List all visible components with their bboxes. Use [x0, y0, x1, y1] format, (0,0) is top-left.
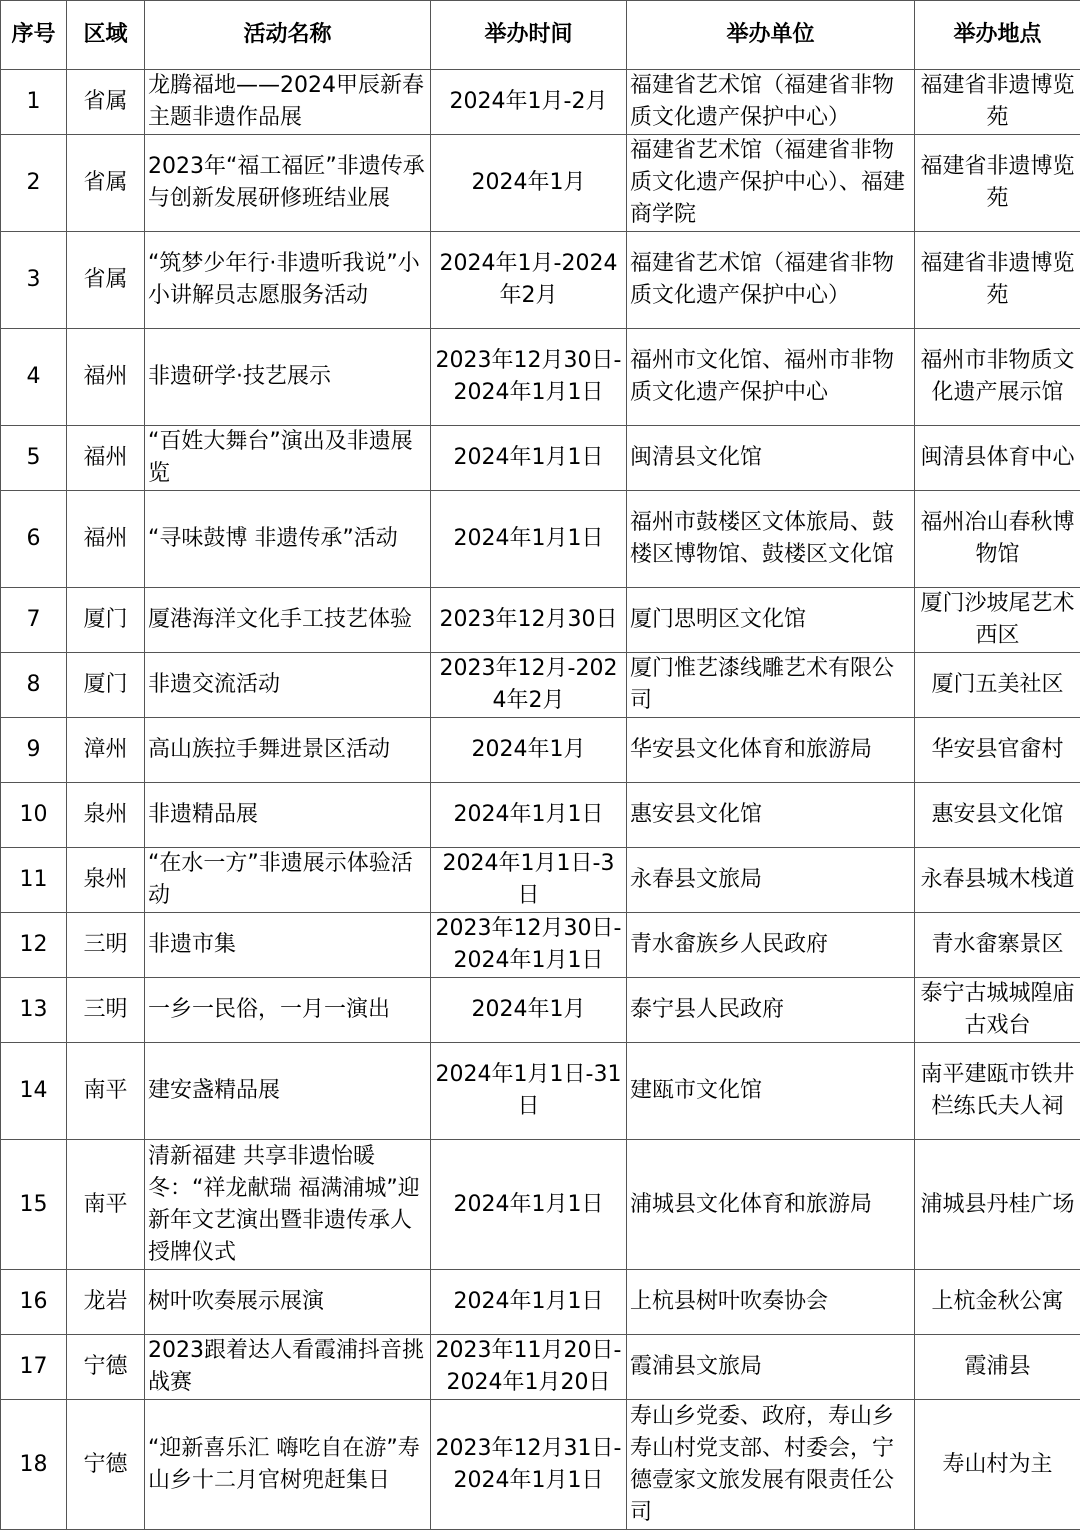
cell-place: 惠安县文化馆 [915, 783, 1080, 848]
cell-name: “在水一方”非遗展示体验活动 [145, 848, 431, 913]
cell-no: 13 [1, 978, 67, 1043]
cell-place: 福州冶山春秋博物馆 [915, 491, 1080, 588]
cell-org: 惠安县文化馆 [627, 783, 915, 848]
cell-name: 清新福建 共享非遗怡暖冬：“祥龙献瑞 福满浦城”迎新年文艺演出暨非遗传承人授牌仪式 [145, 1140, 431, 1270]
cell-region: 漳州 [67, 718, 145, 783]
cell-org: 上杭县树叶吹奏协会 [627, 1270, 915, 1335]
cell-org: 浦城县文化体育和旅游局 [627, 1140, 915, 1270]
cell-org: 福建省艺术馆（福建省非物质文化遗产保护中心） [627, 70, 915, 135]
cell-place: 寿山村为主 [915, 1400, 1080, 1530]
cell-name: 非遗精品展 [145, 783, 431, 848]
cell-org: 厦门惟艺漆线雕艺术有限公司 [627, 653, 915, 718]
table-row [1, 70, 1080, 135]
cell-no: 4 [1, 329, 67, 426]
cell-place: 上杭金秋公寓 [915, 1270, 1080, 1335]
cell-time: 2024年1月1日 [431, 1270, 627, 1335]
header-row [1, 1, 1080, 70]
cell-region: 厦门 [67, 588, 145, 653]
cell-no: 12 [1, 913, 67, 978]
cell-no: 1 [1, 70, 67, 135]
cell-no: 2 [1, 135, 67, 232]
cell-time: 2024年1月1日 [431, 491, 627, 588]
table-row [1, 653, 1080, 718]
cell-org: 闽清县文化馆 [627, 426, 915, 491]
header-place: 举办地点 [915, 1, 1080, 70]
table-row [1, 426, 1080, 491]
cell-org: 霞浦县文旅局 [627, 1335, 915, 1400]
cell-region: 福州 [67, 491, 145, 588]
cell-region: 泉州 [67, 783, 145, 848]
cell-region: 泉州 [67, 848, 145, 913]
table-row [1, 1270, 1080, 1335]
cell-region: 南平 [67, 1140, 145, 1270]
cell-no: 6 [1, 491, 67, 588]
cell-time: 2023年12月30日-2024年1月1日 [431, 913, 627, 978]
cell-org: 永春县文旅局 [627, 848, 915, 913]
cell-org: 泰宁县人民政府 [627, 978, 915, 1043]
cell-no: 15 [1, 1140, 67, 1270]
table-row [1, 232, 1080, 329]
cell-time: 2023年12月-2024年2月 [431, 653, 627, 718]
cell-org: 福州市文化馆、福州市非物质文化遗产保护中心 [627, 329, 915, 426]
cell-place: 福建省非遗博览苑 [915, 70, 1080, 135]
cell-place: 泰宁古城城隍庙古戏台 [915, 978, 1080, 1043]
cell-no: 8 [1, 653, 67, 718]
cell-time: 2024年1月 [431, 978, 627, 1043]
cell-time: 2024年1月1日 [431, 1140, 627, 1270]
cell-name: 2023跟着达人看霞浦抖音挑战赛 [145, 1335, 431, 1400]
table-row [1, 1043, 1080, 1140]
header-region: 区域 [67, 1, 145, 70]
cell-name: 高山族拉手舞进景区活动 [145, 718, 431, 783]
cell-time: 2023年12月30日 [431, 588, 627, 653]
header-org: 举办单位 [627, 1, 915, 70]
cell-place: 永春县城木栈道 [915, 848, 1080, 913]
table-row [1, 1140, 1080, 1270]
cell-time: 2024年1月 [431, 135, 627, 232]
cell-name: 树叶吹奏展示展演 [145, 1270, 431, 1335]
cell-region: 三明 [67, 978, 145, 1043]
cell-place: 华安县官畲村 [915, 718, 1080, 783]
cell-place: 霞浦县 [915, 1335, 1080, 1400]
cell-time: 2023年12月30日-2024年1月1日 [431, 329, 627, 426]
table-row [1, 978, 1080, 1043]
cell-region: 三明 [67, 913, 145, 978]
cell-org: 寿山乡党委、政府，寿山乡寿山村党支部、村委会，宁德壹家文旅发展有限责任公司 [627, 1400, 915, 1530]
cell-place: 南平建瓯市铁井栏练氏夫人祠 [915, 1043, 1080, 1140]
cell-region: 省属 [67, 135, 145, 232]
table-row [1, 491, 1080, 588]
cell-time: 2023年11月20日-2024年1月20日 [431, 1335, 627, 1400]
cell-time: 2024年1月-2月 [431, 70, 627, 135]
header-time: 举办时间 [431, 1, 627, 70]
cell-org: 华安县文化体育和旅游局 [627, 718, 915, 783]
cell-name: 建安盏精品展 [145, 1043, 431, 1140]
cell-time: 2024年1月1日-31日 [431, 1043, 627, 1140]
table-row [1, 135, 1080, 232]
cell-place: 青水畲寨景区 [915, 913, 1080, 978]
cell-place: 福建省非遗博览苑 [915, 232, 1080, 329]
cell-region: 省属 [67, 70, 145, 135]
cell-no: 18 [1, 1400, 67, 1530]
cell-region: 福州 [67, 329, 145, 426]
cell-org: 厦门思明区文化馆 [627, 588, 915, 653]
cell-place: 福州市非物质文化遗产展示馆 [915, 329, 1080, 426]
cell-org: 青水畲族乡人民政府 [627, 913, 915, 978]
cell-region: 厦门 [67, 653, 145, 718]
cell-region: 宁德 [67, 1335, 145, 1400]
cell-no: 16 [1, 1270, 67, 1335]
header-name: 活动名称 [145, 1, 431, 70]
cell-no: 5 [1, 426, 67, 491]
cell-name: 一乡一民俗，一月一演出 [145, 978, 431, 1043]
cell-org: 建瓯市文化馆 [627, 1043, 915, 1140]
cell-org: 福州市鼓楼区文体旅局、鼓楼区博物馆、鼓楼区文化馆 [627, 491, 915, 588]
cell-org: 福建省艺术馆（福建省非物质文化遗产保护中心）、福建商学院 [627, 135, 915, 232]
cell-time: 2024年1月1日-3日 [431, 848, 627, 913]
cell-place: 浦城县丹桂广场 [915, 1140, 1080, 1270]
cell-no: 7 [1, 588, 67, 653]
cell-time: 2024年1月 [431, 718, 627, 783]
table-row [1, 848, 1080, 913]
cell-name: “寻味鼓博 非遗传承”活动 [145, 491, 431, 588]
cell-name: “筑梦少年行·非遗听我说”小小讲解员志愿服务活动 [145, 232, 431, 329]
table-row [1, 718, 1080, 783]
cell-region: 龙岩 [67, 1270, 145, 1335]
cell-place: 闽清县体育中心 [915, 426, 1080, 491]
cell-org: 福建省艺术馆（福建省非物质文化遗产保护中心） [627, 232, 915, 329]
cell-time: 2023年12月31日-2024年1月1日 [431, 1400, 627, 1530]
cell-name: 非遗交流活动 [145, 653, 431, 718]
cell-place: 福建省非遗博览苑 [915, 135, 1080, 232]
cell-name: “百姓大舞台”演出及非遗展览 [145, 426, 431, 491]
cell-no: 10 [1, 783, 67, 848]
cell-name: 龙腾福地——2024甲辰新春主题非遗作品展 [145, 70, 431, 135]
table-row [1, 913, 1080, 978]
cell-no: 9 [1, 718, 67, 783]
cell-no: 11 [1, 848, 67, 913]
cell-no: 3 [1, 232, 67, 329]
cell-no: 14 [1, 1043, 67, 1140]
cell-time: 2024年1月-2024年2月 [431, 232, 627, 329]
cell-place: 厦门五美社区 [915, 653, 1080, 718]
table-row [1, 1400, 1080, 1530]
cell-region: 宁德 [67, 1400, 145, 1530]
header-no: 序号 [1, 1, 67, 70]
cell-no: 17 [1, 1335, 67, 1400]
cell-region: 福州 [67, 426, 145, 491]
cell-place: 厦门沙坡尾艺术西区 [915, 588, 1080, 653]
table-row [1, 329, 1080, 426]
cell-region: 省属 [67, 232, 145, 329]
table-row [1, 783, 1080, 848]
cell-time: 2024年1月1日 [431, 783, 627, 848]
table-row [1, 588, 1080, 653]
cell-name: 厦港海洋文化手工技艺体验 [145, 588, 431, 653]
cell-region: 南平 [67, 1043, 145, 1140]
cell-name: 2023年“福工福匠”非遗传承与创新发展研修班结业展 [145, 135, 431, 232]
cell-time: 2024年1月1日 [431, 426, 627, 491]
cell-name: 非遗研学·技艺展示 [145, 329, 431, 426]
table-row [1, 1335, 1080, 1400]
cell-name: “迎新喜乐汇 嗨吃自在游”寿山乡十二月官树兜赶集日 [145, 1400, 431, 1530]
cell-name: 非遗市集 [145, 913, 431, 978]
